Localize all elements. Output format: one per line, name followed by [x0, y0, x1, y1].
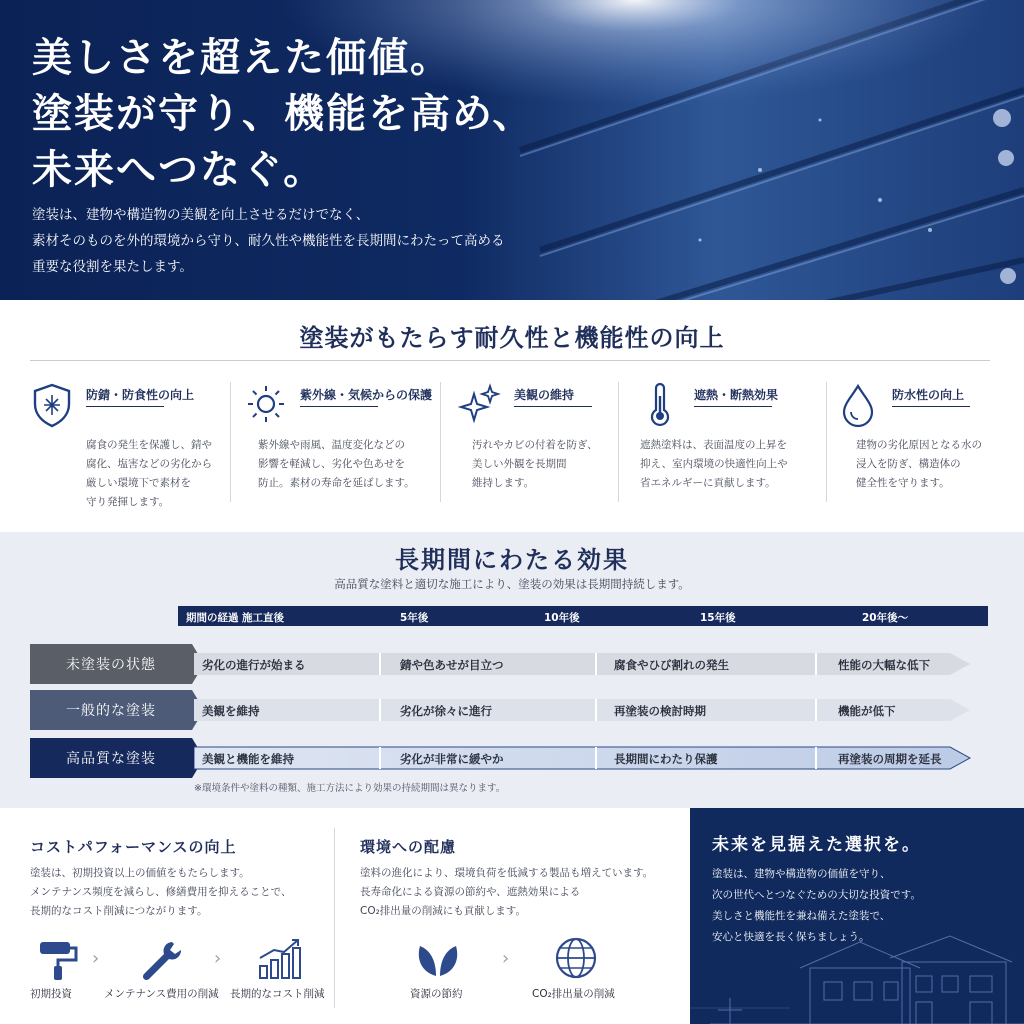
- timeline-header-cell: 施工直後: [242, 612, 284, 624]
- water-drop-icon: [836, 382, 880, 428]
- hero-title-line: 未来へつなぐ。: [32, 146, 326, 193]
- row-cell: 腐食やひび割れの発生: [614, 658, 729, 672]
- house-sketch: [690, 928, 1024, 1024]
- cost-body-line: 塗装は、初期投資以上の価値をもたらします。: [30, 867, 250, 879]
- paint-roller-icon: [36, 938, 84, 982]
- chevron-right-icon: ›: [214, 948, 222, 969]
- row-label-premium: [30, 738, 192, 778]
- cost-step-label: 長期的なコスト削減: [230, 988, 325, 1000]
- timeline-header-cell: 20年後〜: [862, 612, 909, 624]
- cost-body: [30, 864, 291, 921]
- hero-description: [32, 202, 505, 280]
- row-cell: 劣化の進行が始まる: [202, 658, 306, 672]
- feature-body-line: 腐食の発生を保護し、錆や: [86, 439, 212, 451]
- feature-body-line: 汚れやカビの付着を防ぎ、: [472, 439, 598, 451]
- divider: [826, 382, 827, 502]
- row-bar-unpainted: [194, 651, 972, 677]
- row-bar-premium: [194, 745, 972, 771]
- timeline-header-cell: 15年後: [700, 612, 736, 624]
- timeline-section: [0, 532, 1024, 808]
- row-cell: 機能が低下: [838, 704, 896, 718]
- feature-heading: 防水性の向上: [892, 388, 965, 402]
- feature-body-line: 腐化、塩害などの劣化から: [86, 458, 212, 470]
- feature-body-line: 守り発揮します。: [86, 496, 170, 508]
- feature-appearance: [458, 382, 654, 512]
- hero-title-line: 美しさを超えた価値。: [32, 34, 452, 81]
- timeline-note: ※環境条件や塗料の種類、施工方法により効果の持続期間は異なります。: [194, 783, 506, 794]
- future-title: 未来を見据えた選択を。: [712, 835, 921, 855]
- row-cell: 美観を維持: [202, 704, 260, 718]
- chevron-right-icon: ›: [502, 948, 510, 969]
- future-body-line: 美しさと機能性を兼ね備えた塗装で、: [712, 910, 891, 922]
- divider: [892, 406, 970, 407]
- timeline-header-cell: 10年後: [544, 612, 580, 624]
- feature-heading: 美観の維持: [514, 388, 575, 402]
- feature-body-line: 美しい外観を長期間: [472, 458, 567, 470]
- row-cell: 再塗装の検討時期: [614, 704, 706, 718]
- feature-body-line: 防止。素材の寿命を延ばします。: [258, 477, 415, 489]
- sun-icon: [244, 382, 288, 428]
- feature-body-line: 建物の劣化原因となる水の: [856, 439, 982, 451]
- divider: [440, 382, 441, 502]
- future-body-line: 安心と快適を長く保ちましょう。: [712, 931, 870, 943]
- timeline-title: 長期間にわたる効果: [395, 545, 629, 574]
- feature-body-line: 紫外線や雨風、温度変化などの: [258, 439, 405, 451]
- divider: [618, 382, 619, 502]
- timeline-subtitle: 高品質な塗料と適切な施工により、塗装の効果は長期間持続します。: [334, 577, 690, 591]
- feature-body-line: 影響を軽減し、劣化や色あせを: [258, 458, 405, 470]
- chevron-right-icon: ›: [92, 948, 100, 969]
- features-title: 塗装がもたらす耐久性と機能性の向上: [299, 323, 725, 352]
- environment-body: [360, 864, 653, 921]
- row-label-text: 未塗装の状態: [66, 657, 156, 673]
- cost-body-line: メンテナンス頻度を減らし、修繕費用を抑えることで、: [30, 886, 292, 898]
- feature-body: [472, 436, 598, 493]
- hero-desc-line: 重要な役割を果たします。: [32, 259, 193, 275]
- hero-desc-line: 素材そのものを外的環境から守り、耐久性や機能性を長期間にわたって高める: [32, 233, 505, 249]
- sparkle-icon: [458, 382, 502, 428]
- divider: [30, 360, 990, 361]
- wrench-icon: [136, 938, 184, 982]
- leaf-icon: [414, 936, 462, 980]
- cost-step-label: 初期投資: [30, 988, 72, 1000]
- feature-heading: 遮熱・断熱効果: [694, 388, 779, 402]
- hero-title: [32, 30, 534, 198]
- row-cell: 長期間にわたり保護: [614, 752, 718, 766]
- feature-body-line: 厳しい環境下で素材を: [86, 477, 191, 489]
- row-cell: 美観と機能を維持: [202, 752, 294, 766]
- feature-body: [258, 436, 415, 493]
- timeline-header-cell: 期間の経過: [186, 612, 239, 624]
- row-cell: 再塗装の周期を延長: [838, 752, 942, 766]
- divider: [86, 406, 164, 407]
- feature-body: [86, 436, 212, 512]
- feature-waterproofing: [836, 382, 1024, 512]
- cost-body-line: 長期的なコスト削減につながります。: [30, 905, 208, 917]
- feature-body-line: 遮熱塗料は、表面温度の上昇を: [640, 439, 787, 451]
- bar-chart-icon: [256, 938, 304, 982]
- feature-body: [856, 436, 982, 493]
- feature-body-line: 省エネルギーに貢献します。: [640, 477, 776, 489]
- future-panel: [690, 808, 1024, 1024]
- row-label-text: 一般的な塗装: [66, 703, 156, 719]
- cost-step-label: メンテナンス費用の削減: [104, 988, 219, 1000]
- row-label-unpainted: [30, 644, 192, 684]
- environment-title: 環境への配慮: [360, 838, 457, 856]
- row-cell: 劣化が非常に緩やか: [400, 752, 504, 766]
- hero-desc-line: 塗装は、建物や構造物の美観を向上させるだけでなく、: [32, 207, 370, 223]
- row-cell: 性能の大幅な低下: [838, 658, 930, 672]
- environment-body-line: CO₂排出量の削減にも貢献します。: [360, 905, 526, 917]
- feature-heading: 防錆・防食性の向上: [86, 388, 195, 402]
- hero-title-line: 塗装が守り、機能を高め、: [32, 90, 535, 137]
- timeline-header: [178, 606, 988, 626]
- feature-body-line: 抑え、室内環境の快適性向上や: [640, 458, 788, 470]
- row-bar-standard: [194, 697, 972, 723]
- divider: [514, 406, 592, 407]
- feature-body: [640, 436, 788, 493]
- feature-body-line: 維持します。: [472, 477, 535, 489]
- feature-heading: 紫外線・気候からの保護: [300, 388, 433, 402]
- row-cell: 錆や色あせが目立つ: [400, 658, 504, 672]
- feature-heat-shield: [638, 382, 834, 512]
- divider: [300, 406, 378, 407]
- environment-step-label: 資源の節約: [410, 988, 463, 1000]
- future-body-line: 塗装は、建物や構造物の価値を守り、: [712, 868, 891, 880]
- feature-body-line: 健全性を守ります。: [856, 477, 950, 489]
- features-section: [0, 300, 1024, 532]
- globe-icon: [552, 936, 600, 980]
- row-label-standard: [30, 690, 192, 730]
- row-cell: 劣化が徐々に進行: [400, 704, 492, 718]
- feature-body-line: 浸入を防ぎ、構造体の: [856, 458, 961, 470]
- row-label-text: 高品質な塗装: [66, 751, 156, 767]
- divider: [230, 382, 231, 502]
- feature-uv-protection: [244, 382, 440, 512]
- feature-rust-protection: [30, 382, 226, 512]
- hero-section: [0, 0, 1024, 300]
- environment-body-line: 塗料の進化により、環境負荷を低減する製品も増えています。: [360, 867, 654, 879]
- future-body-line: 次の世代へとつなぐための大切な投資です。: [712, 889, 921, 901]
- environment-body-line: 長寿命化による資源の節約や、遮熱効果による: [360, 886, 581, 898]
- thermometer-icon: [638, 382, 682, 428]
- timeline-header-cell: 5年後: [400, 612, 429, 624]
- divider: [694, 406, 772, 407]
- cost-title: コストパフォーマンスの向上: [30, 838, 237, 856]
- environment-step-label: CO₂排出量の削減: [532, 988, 615, 1000]
- shield-icon: [30, 382, 74, 428]
- divider: [334, 828, 335, 1008]
